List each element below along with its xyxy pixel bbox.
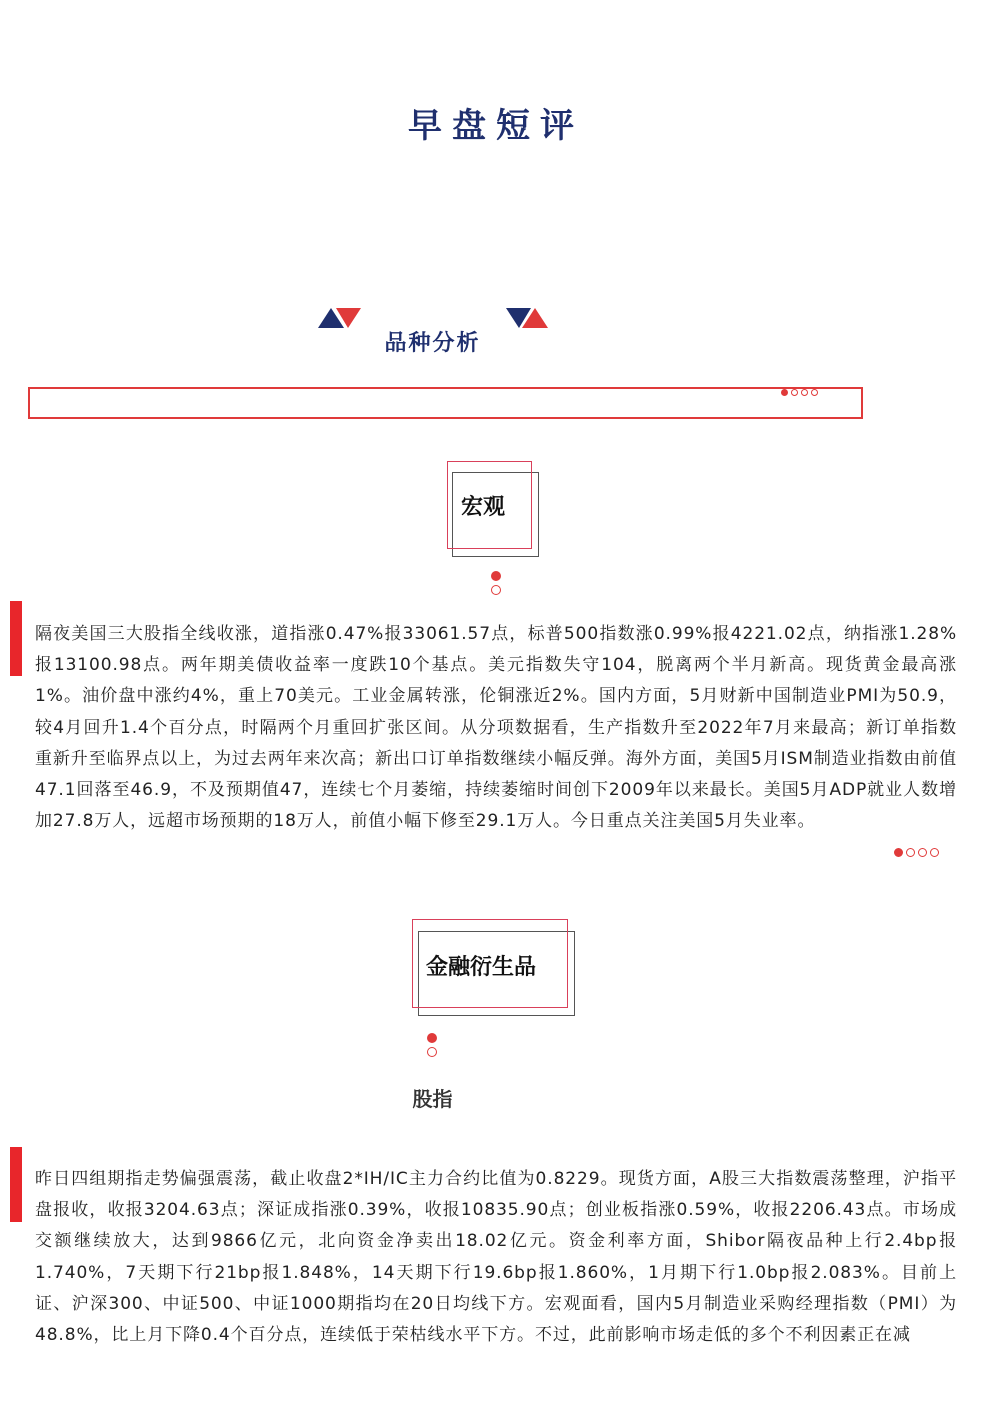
macro-label: 宏观 xyxy=(461,495,506,520)
financial-label: 金融衍生品 xyxy=(426,955,537,980)
dot-empty xyxy=(791,389,798,396)
macro-side-bar xyxy=(10,601,22,676)
dot-empty xyxy=(491,585,501,595)
macro-paragraph: 隔夜美国三大股指全线收涨，道指涨0.47%报33061.57点，标普500指数涨0.99%报4221.02点，纳指涨1.28%报13100.98点。两年期美债收益率一度跌10个基点。美元指数失守104，脱离两个半月新高。现货黄金最高涨1%。油价盘中涨约4%，重上70美元。工业金属转涨，伦铜涨近2%。国内方面，5月财新中国制造业PMI为50.9，较4月回升1.4个百分点，时隔两个月重回扩张区间。从分项数据看，生产指数升至2022年7月来最高；新订单指数重新升至临界点以上，为过去两年来次高；新出口订单指数继续小幅反弹。海外方面，美国5月ISM制造业指数由前值47.1回落至46.9，不及预期值47，连续七个月萎缩，持续萎缩时间创下2009年以来最长。美国5月ADP就业人数增加27.8万人，远超市场预期的18万人，前值小幅下修至29.1万人。今日重点关注美国5月失业率。 xyxy=(35,624,957,832)
financial-side-bar xyxy=(10,1147,22,1222)
dot-filled xyxy=(427,1033,437,1043)
section-title: 品种分析 xyxy=(384,331,481,356)
dot-empty xyxy=(918,848,927,857)
financial-paragraph: 昨日四组期指走势偏强震荡，截止收盘2*IH/IC主力合约比值为0.8229。现货方面，A股三大指数震荡整理，沪指平盘报收，收报3204.63点；深证成指涨0.39%，收报10835.90点；创业板指涨0.59%，收报2206.43点。市场成交额继续放大，达到9866亿元，北向资金净卖出18.02亿元。资金利率方面，Shibor隔夜品种上行2.4bp报1.740%，7天期下行21bp报1.848%，14天期下行19.6bp报1.860%，1月期下行1.0bp报2.083%。目前上证、沪深300、中证500、中证1000期指均在20日均线下方。宏观面看，国内5月制造业采购经理指数（PMI）为48.8%，比上月下降0.4个百分点，连续低于荣枯线水平下方。不过，此前影响市场走低的多个不利因素正在减 xyxy=(35,1169,957,1346)
dot-empty xyxy=(427,1047,437,1057)
macro-end-dots xyxy=(894,848,939,857)
dot-empty xyxy=(930,848,939,857)
dot-empty xyxy=(801,389,808,396)
dot-empty xyxy=(811,389,818,396)
page-title: 早盘短评 xyxy=(408,106,584,146)
subsection-title: 股指 xyxy=(412,1087,453,1111)
dot-filled xyxy=(781,389,788,396)
dot-filled xyxy=(894,848,903,857)
banner-dots xyxy=(781,389,818,396)
dot-filled xyxy=(491,571,501,581)
section-banner xyxy=(28,387,863,419)
dot-empty xyxy=(906,848,915,857)
